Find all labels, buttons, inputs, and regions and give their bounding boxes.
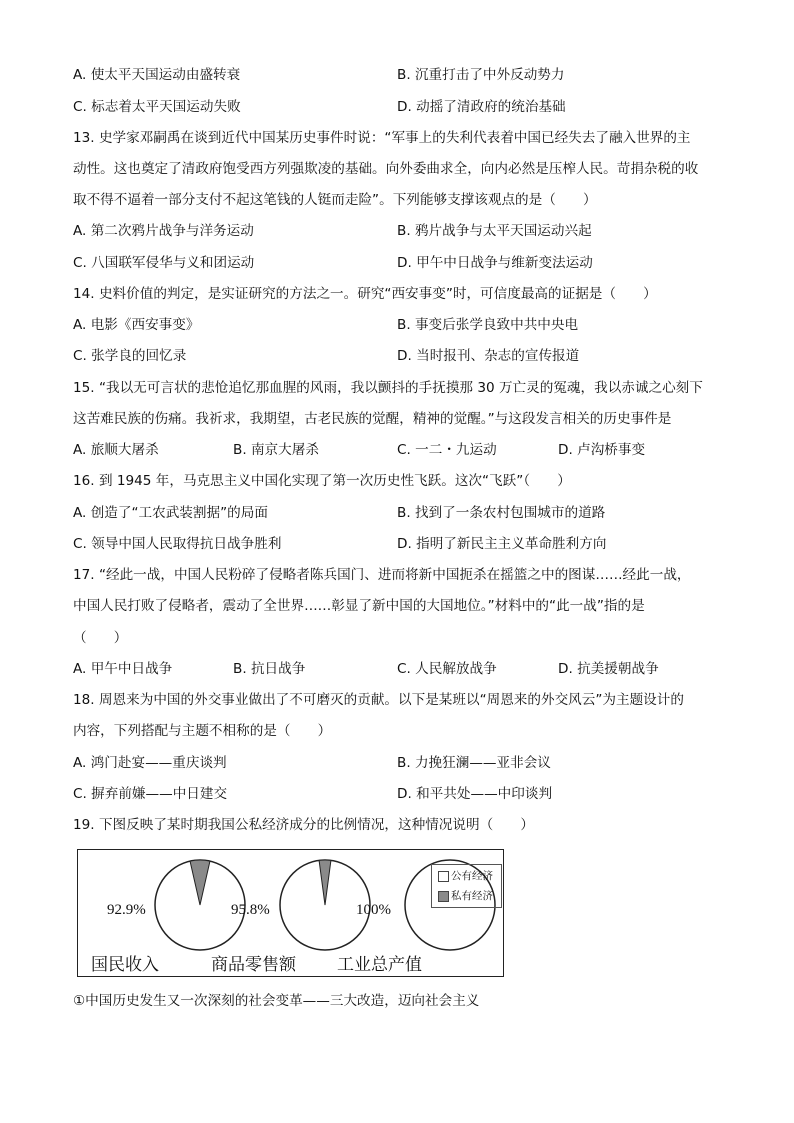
chart-legend [431,864,502,908]
q15-option-c: C. 一二・九运动 [397,442,497,458]
q17-option-c: C. 人民解放战争 [397,661,497,677]
q14-option-c: C. 张学良的回忆录 [73,348,187,364]
q16-option-c: C. 领导中国人民取得抗日战争胜利 [73,536,282,552]
pie-2-title: 商品零售额 [211,955,296,975]
q17-option-b: B. 抗日战争 [233,661,306,677]
pie-1-value-label: 92.9% [107,902,146,918]
q17-stem-line1: 17. “经此一战，中国人民粉碎了侵略者陈兵国门、进而将新中国扼杀在摇篮之中的图谋……经此一战， [73,567,691,583]
legend-public [438,868,493,883]
q18-option-a: A. 鸿门赴宴——重庆谈判 [73,755,227,771]
legend-private-swatch [438,891,449,902]
legend-private [438,888,493,903]
q15-stem-line1: 15. “我以无可言状的悲怆追忆那血腥的风雨，我以颤抖的手抚摸那 30 万亡灵的冤魂，我以赤诚之心刻下 [73,380,703,396]
q13-stem-line3: 取不得不逼着一部分支付不起这笔钱的人铤而走险”。下列能够支撑该观点的是（ ） [73,192,597,208]
pie-3-value-label: 100% [356,902,391,918]
q13-option-a: A. 第二次鸦片战争与洋务运动 [73,223,254,239]
q13-option-d: D. 甲午中日战争与维新变法运动 [397,255,593,271]
q17-option-d: D. 抗美援朝战争 [558,661,659,677]
q15-option-a: A. 旅顺大屠杀 [73,442,159,458]
q12-option-d: D. 动摇了清政府的统治基础 [397,99,566,115]
q19-item-1: ①中国历史发生又一次深刻的社会变革——三大改造，迈向社会主义 [73,993,480,1009]
pie-2-value-label: 95.8% [231,902,270,918]
q14-option-a: A. 电影《西安事变》 [73,317,200,333]
pie-3-title: 工业总产值 [337,955,422,975]
q12-option-c: C. 标志着太平天国运动失败 [73,99,241,115]
q15-stem-line2: 这苦难民族的伤痛。我祈求，我期望，古老民族的觉醒，精神的觉醒。”与这段发言相关的历史事件是 [73,411,672,427]
q13-stem-line1: 13. 史学家邓嗣禹在谈到近代中国某历史事件时说：“军事上的失利代表着中国已经失去了融入世界的主 [73,130,691,146]
q13-option-c: C. 八国联军侵华与义和团运动 [73,255,255,271]
q14-stem: 14. 史料价值的判定，是实证研究的方法之一。研究“西安事变”时，可信度最高的证据是（ ） [73,286,657,302]
q16-option-d: D. 指明了新民主主义革命胜利方向 [397,536,607,552]
pie-1-title: 国民收入 [91,955,159,975]
q16-option-b: B. 找到了一条农村包围城市的道路 [397,505,606,521]
q16-stem: 16. 到 1945 年，马克思主义中国化实现了第一次历史性飞跃。这次“飞跃”（ ） [73,473,571,489]
q17-stem-line3: （ ） [73,630,128,646]
q18-option-c: C. 摒弃前嫌——中日建交 [73,786,228,802]
q13-stem-line2: 动性。这也奠定了清政府饱受西方列强欺凌的基础。向外委曲求全，向内必然是压榨人民。苛捐杂税的收 [73,161,699,177]
q16-option-a: A. 创造了“工农武装割据”的局面 [73,505,268,521]
q14-option-d: D. 当时报刊、杂志的宣传报道 [397,348,580,364]
q18-stem-line1: 18. 周恩来为中国的外交事业做出了不可磨灭的贡献。以下是某班以“周恩来的外交风云”为主题设计的 [73,692,684,708]
q18-stem-line2: 内容，下列搭配与主题不相称的是（ ） [73,723,332,739]
q18-option-d: D. 和平共处——中印谈判 [397,786,553,802]
q12-option-a: A. 使太平天国运动由盛转衰 [73,67,241,83]
q19-stem: 19. 下图反映了某时期我国公私经济成分的比例情况，这种情况说明（ ） [73,817,534,833]
legend-public-swatch [438,871,449,882]
q13-option-b: B. 鸦片战争与太平天国运动兴起 [397,223,592,239]
legend-public-label: 公有经济 [451,870,493,882]
q12-option-b: B. 沉重打击了中外反动势力 [397,67,565,83]
q17-stem-line2: 中国人民打败了侵略者，震动了全世界……彰显了新中国的大国地位。”材料中的“此一战”指的是 [73,598,645,614]
q14-option-b: B. 事变后张学良致中共中央电 [397,317,579,333]
q15-option-b: B. 南京大屠杀 [233,442,319,458]
q15-option-d: D. 卢沟桥事变 [558,442,646,458]
q18-option-b: B. 力挽狂澜——亚非会议 [397,755,551,771]
legend-private-label: 私有经济 [451,890,493,902]
q17-option-a: A. 甲午中日战争 [73,661,173,677]
